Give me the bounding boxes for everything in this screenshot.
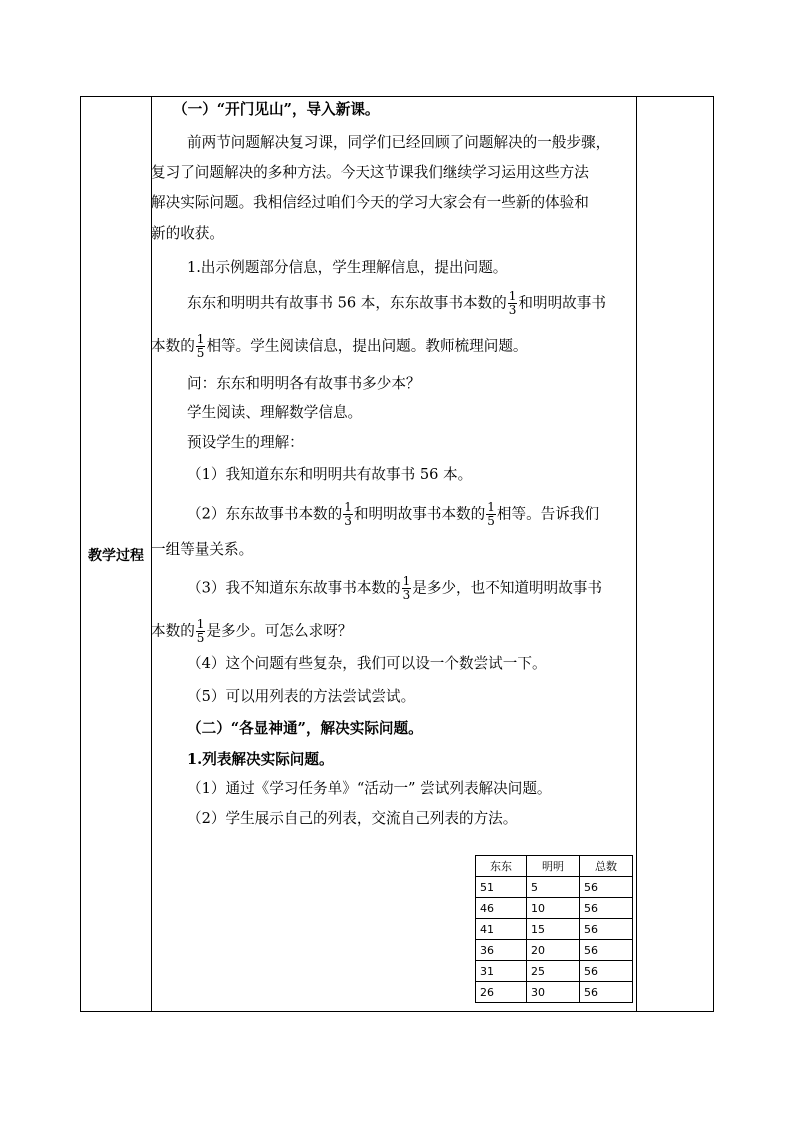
step-heading: 1.出示例题部分信息，学生理解信息，提出问题。 — [187, 259, 508, 276]
understanding-item: （4）这个问题有些复杂，我们可以设一个数尝试一下。 — [187, 655, 547, 672]
sub-heading: 1.列表解决实际问题。 — [187, 751, 334, 768]
column-header: 明明 — [527, 856, 580, 877]
fraction-one-third: $\frac{1}{3}$ — [344, 500, 352, 528]
table-cell: 15 — [527, 919, 580, 940]
fraction-one-fifth: $\frac{1}{5}$ — [487, 500, 495, 528]
paragraph-line: 一组等量关系。 — [151, 541, 254, 558]
paragraph-line: 预设学生的理解： — [187, 434, 304, 451]
table-cell: 10 — [527, 898, 580, 919]
table-cell: 56 — [580, 961, 633, 982]
problem-text: 东东和明明共有故事书 56 本，东东故事书本数的 — [187, 294, 507, 312]
question-line: 问：东东和明明各有故事书多少本？ — [187, 375, 421, 392]
table-cell: 26 — [476, 982, 527, 1003]
table-cell: 51 — [476, 877, 527, 898]
table-row — [476, 898, 633, 919]
understanding-item: （3）我不知道东东故事书本数的 $\frac{1}{3}$ 是多少，也不知道明明故事书 — [187, 574, 602, 602]
activity-item: （1）通过《学习任务单》“活动一” 尝试列表解决问题。 — [187, 780, 552, 797]
problem-text: 和明明故事书 — [518, 294, 606, 312]
problem-text: 本数的 — [151, 337, 195, 355]
table-cell: 56 — [580, 877, 633, 898]
problem-line — [151, 333, 528, 360]
activity-item: （2）学生展示自己的列表，交流自己列表的方法。 — [187, 810, 518, 827]
table-cell: 46 — [476, 898, 527, 919]
section-title: （二）“各显神通”，解决实际问题。 — [187, 720, 423, 737]
table-cell: 5 — [527, 877, 580, 898]
table-cell: 56 — [580, 940, 633, 961]
paragraph-line: 前两节问题解决复习课，同学们已经回顾了问题解决的一般步骤， — [187, 134, 611, 151]
paragraph-line: 新的收获。 — [151, 225, 224, 242]
table-cell: 30 — [527, 982, 580, 1003]
understanding-item: （5）可以用列表的方法尝试尝试。 — [187, 688, 416, 705]
column-divider — [636, 97, 637, 1011]
fraction-one-third: $\frac{1}{3}$ — [402, 574, 411, 602]
understanding-item: 本数的 $\frac{1}{5}$ 是多少。可怎么求呀？ — [151, 617, 353, 645]
problem-line — [187, 290, 606, 317]
table-row — [476, 961, 633, 982]
paragraph-line: 解决实际问题。我相信经过咱们今天的学习大家会有一些新的体验和 — [151, 194, 589, 211]
table-row — [476, 919, 633, 940]
understanding-item: （2）东东故事书本数的 $\frac{1}{3}$ 和明明故事书本数的 $\frac{1}{5}$ 相等。告诉我们 — [187, 500, 600, 528]
table-row — [476, 940, 633, 961]
table-cell: 25 — [527, 961, 580, 982]
fraction-one-fifth: $\frac{1}{5}$ — [196, 617, 205, 645]
trial-table — [475, 855, 633, 1003]
table-cell: 56 — [580, 898, 633, 919]
row-label: 教学过程 — [88, 548, 144, 564]
table-cell: 56 — [580, 919, 633, 940]
table-header-row — [476, 856, 633, 877]
table-row — [476, 877, 633, 898]
paragraph-line: 复习了问题解决的多种方法。今天这节课我们继续学习运用这些方法 — [151, 164, 589, 181]
table-cell: 31 — [476, 961, 527, 982]
table-row — [476, 982, 633, 1003]
paragraph-line: 学生阅读、理解数学信息。 — [187, 404, 363, 421]
table-cell: 20 — [527, 940, 580, 961]
fraction-one-third: $\frac{1}{3}$ — [508, 289, 517, 317]
section-title: （一）“开门见山”，导入新课。 — [173, 101, 380, 118]
column-header: 总数 — [580, 856, 633, 877]
column-header: 东东 — [476, 856, 527, 877]
understanding-item: （1）我知道东东和明明共有故事书 56 本。 — [187, 466, 473, 483]
table-cell: 41 — [476, 919, 527, 940]
table-cell: 56 — [580, 982, 633, 1003]
table-cell: 36 — [476, 940, 527, 961]
problem-text: 相等。学生阅读信息，提出问题。教师梳理问题。 — [206, 337, 528, 355]
fraction-one-fifth: $\frac{1}{5}$ — [196, 332, 205, 360]
